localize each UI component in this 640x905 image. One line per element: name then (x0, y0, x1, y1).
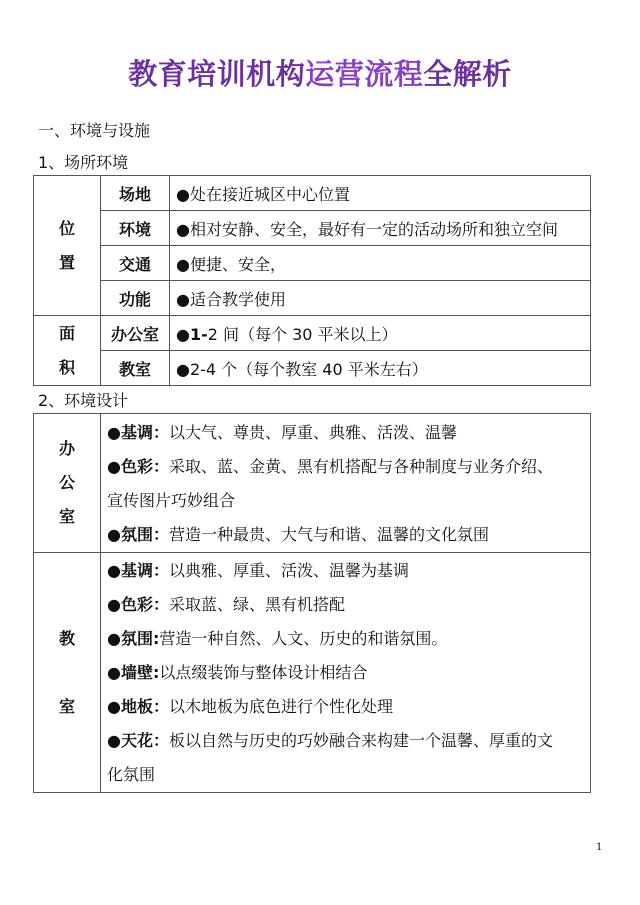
label-char: 积 (58, 357, 75, 377)
row-value: ●相对安静、安全，最好有一定的活动场所和独立空间 (170, 211, 591, 246)
item-text: 营造一种最贵、大气与和谐、温馨的文化氛围 (168, 525, 489, 544)
label-char: 公 (58, 473, 75, 492)
row-key: 教室 (101, 351, 170, 386)
row-value-text: 2 间（每个 30 平米以上） (207, 324, 398, 344)
row-value: ●处在接近城区中心位置 (170, 176, 591, 211)
area-group-label (34, 316, 101, 386)
item-text: 以木地板为底色进行个性化处理 (168, 697, 393, 716)
item-text: 采取蓝、绿、黑有机搭配 (168, 595, 345, 614)
document-title (0, 52, 640, 93)
table-row (34, 553, 591, 793)
item-key: ●基调： (107, 423, 169, 442)
label-char: 室 (58, 507, 75, 526)
table-row (34, 246, 591, 281)
item-text: 以大气、尊贵、厚重、典雅、活泼、温馨 (168, 423, 457, 442)
item-key: ●氛围： (107, 525, 169, 544)
list-item (107, 450, 584, 484)
table-row (34, 351, 591, 386)
item-key: ●色彩： (107, 457, 169, 476)
item-key: ●氛围: (107, 629, 160, 648)
list-item (107, 518, 584, 552)
table-row (34, 281, 591, 316)
row-key: 功能 (101, 281, 170, 316)
row-value: ●适合教学使用 (170, 281, 591, 316)
title-part-3: 全解析 (423, 57, 512, 91)
item-text: 以典雅、厚重、活泼、温馨为基调 (168, 561, 409, 580)
item-text: 以点缀装饰与整体设计相结合 (159, 663, 368, 682)
classroom-content (101, 553, 591, 793)
list-item (107, 416, 584, 450)
row-key: 环境 (101, 211, 170, 246)
item-key: ●天花： (107, 731, 169, 750)
subsection-heading-1: 1、场所环境 (38, 153, 129, 172)
item-text: 宣传图片巧妙组合 (107, 491, 236, 510)
page-number: 1 (596, 842, 603, 853)
row-value (170, 316, 591, 351)
list-item (107, 484, 584, 518)
table-row (34, 414, 591, 553)
list-item (107, 622, 584, 656)
label-char: 置 (58, 252, 75, 272)
label-char: 办 (58, 439, 75, 458)
label-char: 教 (58, 628, 75, 648)
office-content (101, 414, 591, 553)
row-key: 场地 (101, 176, 170, 211)
list-item (107, 656, 584, 690)
label-char: 位 (58, 218, 75, 238)
title-part-2: 运营流程 (305, 57, 424, 91)
item-key: ●地板： (107, 697, 169, 716)
title-part-1: 教育培训机构 (128, 57, 306, 91)
row-value-bold: ●1- (176, 324, 208, 344)
label-char: 面 (58, 323, 75, 343)
row-value: ●2-4 个（每个教室 40 平米左右） (170, 351, 591, 386)
subsection-heading-2: 2、环境设计 (38, 391, 129, 410)
classroom-label (34, 553, 101, 793)
table-row (34, 316, 591, 351)
item-text: 板以自然与历史的巧妙融合来构建一个温馨、厚重的文 (168, 731, 553, 750)
table-row (34, 176, 591, 211)
table-row (34, 211, 591, 246)
list-item (107, 758, 584, 792)
row-key: 办公室 (101, 316, 170, 351)
design-table (33, 413, 591, 793)
item-key: ●基调： (107, 561, 169, 580)
location-group-label (34, 176, 101, 316)
list-item (107, 724, 584, 758)
office-label (34, 414, 101, 553)
item-text: 采取、蓝、金黄、黑有机搭配与各种制度与业务介绍、 (168, 457, 553, 476)
item-key: ●色彩： (107, 595, 169, 614)
item-text: 化氛围 (107, 765, 156, 784)
item-text: 营造一种自然、人文、历史的和谐氛围。 (159, 629, 448, 648)
list-item (107, 690, 584, 724)
label-char: 室 (58, 696, 75, 716)
row-key: 交通 (101, 246, 170, 281)
row-value: ●便捷、安全， (170, 246, 591, 281)
list-item (107, 554, 584, 588)
venue-table (33, 175, 591, 386)
item-key: ●墙壁: (107, 663, 160, 682)
section-heading-1: 一、环境与设施 (38, 121, 151, 140)
list-item (107, 588, 584, 622)
